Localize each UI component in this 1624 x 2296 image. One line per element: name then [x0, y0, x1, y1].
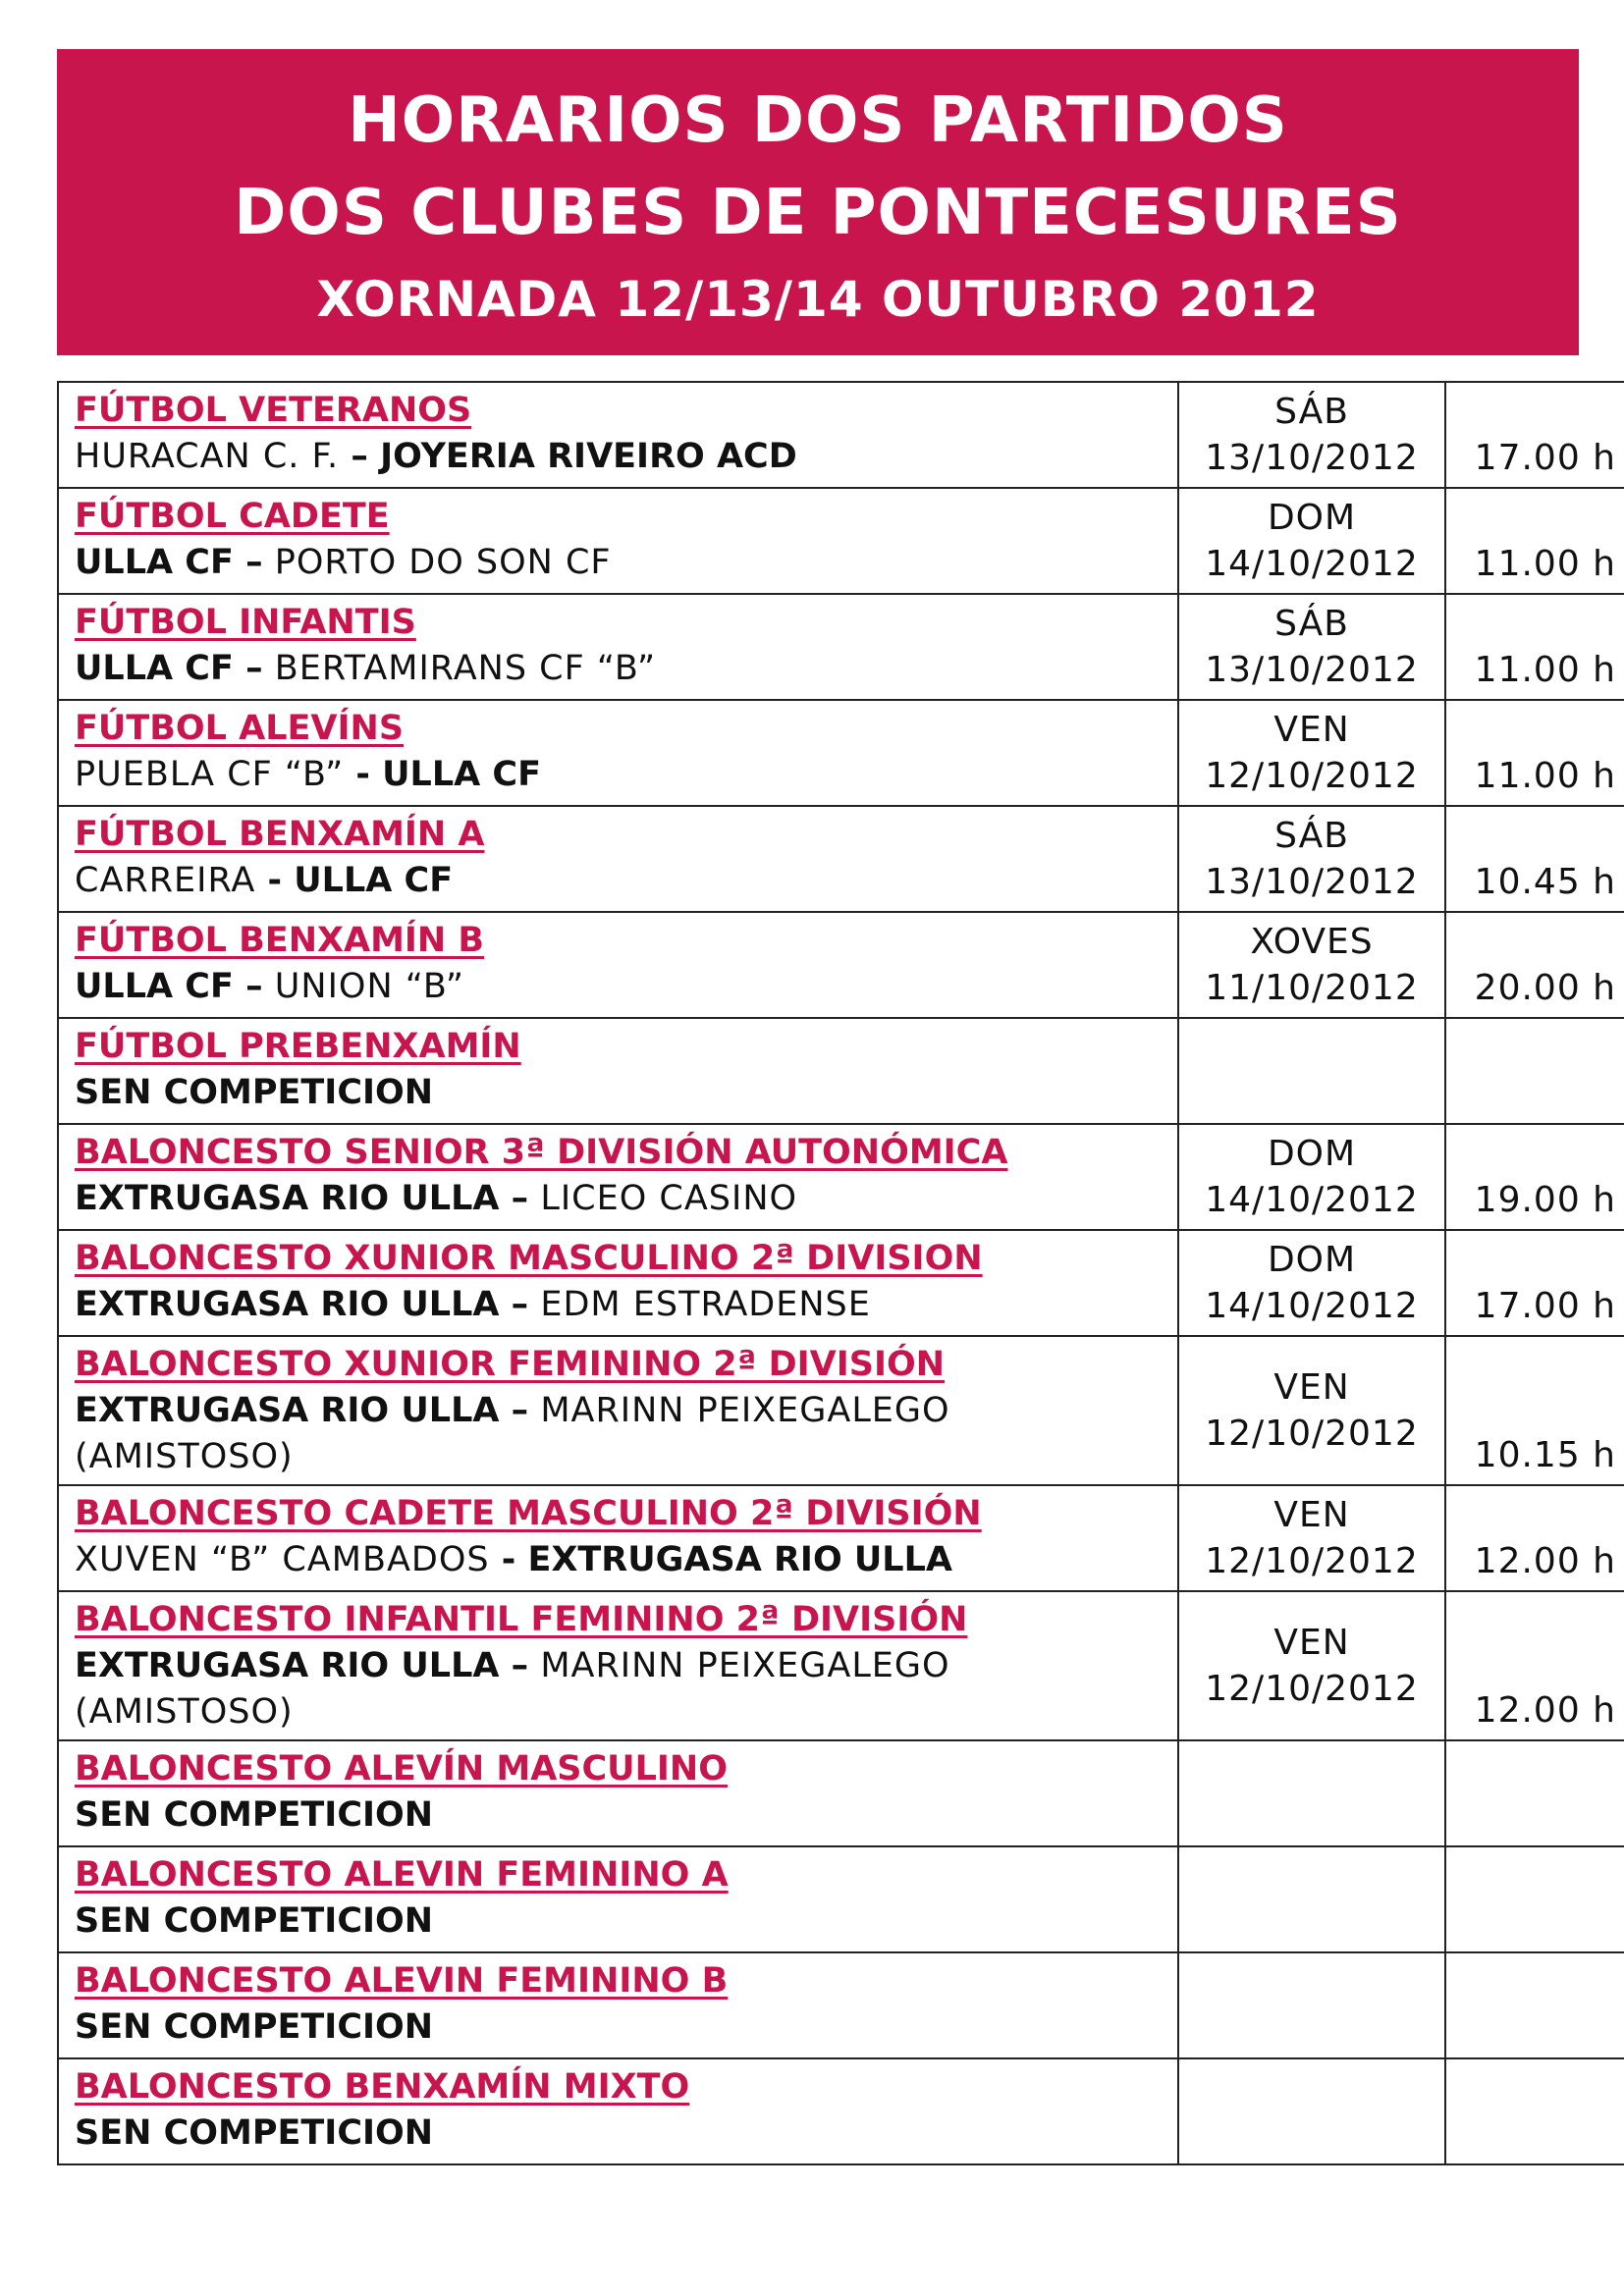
match-cell [58, 1846, 1178, 1952]
time-cell [1445, 700, 1624, 806]
match-cell [58, 1740, 1178, 1846]
teams-separator: – [233, 543, 275, 582]
date-cell [1178, 1230, 1445, 1336]
time-cell [1445, 1124, 1624, 1230]
teams-line [75, 752, 1162, 798]
match-cell [58, 1485, 1178, 1591]
match-cell [58, 1336, 1178, 1485]
match-cell [58, 1952, 1178, 2058]
teams-line [75, 1388, 1162, 1434]
match-cell [58, 700, 1178, 806]
date-cell [1178, 1018, 1445, 1124]
match-time: 12.00 h [1474, 1690, 1616, 1731]
match-date: 13/10/2012 [1205, 862, 1419, 902]
match-date: 12/10/2012 [1205, 1414, 1419, 1454]
match-date: 12/10/2012 [1205, 1541, 1419, 1581]
teams-separator: – [499, 1646, 541, 1685]
match-day: SÁB [1274, 392, 1349, 432]
category-heading: BALONCESTO BENXAMÍN MIXTO [75, 2067, 690, 2107]
table-row [58, 1018, 1624, 1124]
teams-line [75, 540, 1162, 586]
match-time: 20.00 h [1474, 968, 1616, 1008]
match-time: 10.45 h [1474, 862, 1616, 902]
team-home: SEN COMPETICION [75, 1901, 434, 1941]
table-row [58, 1124, 1624, 1230]
match-cell [58, 594, 1178, 700]
teams-line [75, 2110, 1162, 2157]
match-date: 14/10/2012 [1205, 544, 1419, 584]
table-row [58, 912, 1624, 1018]
team-home: CARREIRA [75, 861, 256, 900]
match-time: 11.00 h [1474, 756, 1616, 796]
team-home: ULLA CF [75, 649, 234, 688]
schedule-table-body [58, 382, 1624, 2164]
table-row [58, 1846, 1624, 1952]
page-subtitle: XORNADA 12/13/14 OUTUBRO 2012 [316, 271, 1320, 328]
teams-separator: – [499, 1391, 541, 1430]
team-away: EXTRUGASA RIO ULLA [527, 1540, 952, 1579]
time-cell [1445, 806, 1624, 912]
match-day: DOM [1267, 1134, 1357, 1174]
table-row [58, 1336, 1624, 1485]
category-heading: BALONCESTO XUNIOR MASCULINO 2ª DIVISION [75, 1239, 983, 1278]
match-time: 19.00 h [1474, 1180, 1616, 1220]
time-cell [1445, 382, 1624, 488]
table-row [58, 1952, 1624, 2058]
header-banner [57, 49, 1579, 355]
teams-line [75, 1537, 1162, 1583]
match-cell [58, 488, 1178, 594]
team-home: EXTRUGASA RIO ULLA [75, 1179, 500, 1218]
category-heading: FÚTBOL BENXAMÍN B [75, 921, 485, 960]
table-row [58, 1230, 1624, 1336]
team-away: EDM ESTRADENSE [540, 1285, 871, 1324]
match-note: (AMISTOSO) [75, 1692, 294, 1732]
team-home: ULLA CF [75, 967, 234, 1006]
page-title-line2: DOS CLUBES DE PONTECESURES [234, 177, 1402, 249]
match-date: 12/10/2012 [1205, 756, 1419, 796]
match-day: VEN [1273, 710, 1350, 750]
category-heading: BALONCESTO ALEVIN FEMININO A [75, 1855, 729, 1895]
teams-line [75, 964, 1162, 1010]
teams-line [75, 1176, 1162, 1222]
teams-separator: – [499, 1285, 541, 1324]
date-cell [1178, 1591, 1445, 1740]
teams-line [75, 1070, 1162, 1116]
table-row [58, 594, 1624, 700]
date-cell [1178, 806, 1445, 912]
category-heading: BALONCESTO SENIOR 3ª DIVISIÓN AUTONÓMICA [75, 1133, 1008, 1172]
match-day: XOVES [1250, 922, 1374, 962]
match-cell [58, 1124, 1178, 1230]
match-cell [58, 806, 1178, 912]
team-away: ULLA CF [382, 755, 542, 794]
match-cell [58, 1018, 1178, 1124]
date-cell [1178, 1485, 1445, 1591]
teams-separator: - [489, 1540, 528, 1579]
teams-line [75, 1792, 1162, 1839]
team-away: UNION “B” [274, 967, 465, 1006]
date-cell [1178, 1124, 1445, 1230]
team-away: LICEO CASINO [540, 1179, 798, 1218]
teams-line [75, 1282, 1162, 1328]
date-cell [1178, 1740, 1445, 1846]
match-day: VEN [1273, 1495, 1350, 1535]
table-row [58, 1591, 1624, 1740]
category-heading: FÚTBOL CADETE [75, 497, 390, 536]
date-cell [1178, 1952, 1445, 2058]
category-heading: FÚTBOL INFANTIS [75, 603, 416, 642]
teams-line [75, 1643, 1162, 1689]
match-cell [58, 1591, 1178, 1740]
team-home: SEN COMPETICION [75, 1795, 434, 1835]
page-title-line1: HORARIOS DOS PARTIDOS [348, 84, 1288, 157]
table-row [58, 488, 1624, 594]
match-time: 11.00 h [1474, 650, 1616, 690]
schedule-table [57, 381, 1624, 2165]
team-home: XUVEN “B” CAMBADOS [75, 1540, 490, 1579]
time-cell [1445, 488, 1624, 594]
match-day: VEN [1273, 1623, 1350, 1663]
teams-line [75, 858, 1162, 904]
match-date: 14/10/2012 [1205, 1286, 1419, 1326]
date-cell [1178, 594, 1445, 700]
match-time: 11.00 h [1474, 544, 1616, 584]
table-row [58, 382, 1624, 488]
team-away: JOYERIA RIVEIRO ACD [380, 437, 797, 476]
match-time: 17.00 h [1474, 1286, 1616, 1326]
match-time: 17.00 h [1474, 438, 1616, 478]
time-cell [1445, 1740, 1624, 1846]
team-home: EXTRUGASA RIO ULLA [75, 1391, 500, 1430]
team-home: SEN COMPETICION [75, 2007, 434, 2047]
team-home: PUEBLA CF “B” [75, 755, 345, 794]
time-cell [1445, 594, 1624, 700]
match-time: 10.15 h [1474, 1435, 1616, 1475]
teams-line [75, 2004, 1162, 2051]
teams-separator: - [255, 861, 295, 900]
time-cell [1445, 2058, 1624, 2164]
match-date: 13/10/2012 [1205, 438, 1419, 478]
teams-line [75, 434, 1162, 480]
match-day: DOM [1267, 1240, 1357, 1280]
date-cell [1178, 1336, 1445, 1485]
match-date: 11/10/2012 [1205, 968, 1419, 1008]
table-row [58, 1485, 1624, 1591]
team-away: MARINN PEIXEGALEGO [540, 1391, 950, 1430]
match-day: SÁB [1274, 816, 1349, 856]
category-heading: BALONCESTO INFANTIL FEMININO 2ª DIVISIÓN [75, 1600, 968, 1639]
category-heading: FÚTBOL PREBENXAMÍN [75, 1027, 521, 1066]
category-heading: BALONCESTO ALEVIN FEMININO B [75, 1961, 729, 2001]
table-row [58, 1740, 1624, 1846]
time-cell [1445, 1230, 1624, 1336]
match-cell [58, 382, 1178, 488]
time-cell [1445, 912, 1624, 1018]
date-cell [1178, 2058, 1445, 2164]
time-cell [1445, 1591, 1624, 1740]
teams-line [75, 646, 1162, 692]
date-cell [1178, 1846, 1445, 1952]
team-home: HURACAN C. F. [75, 437, 340, 476]
table-row [58, 2058, 1624, 2164]
match-day: VEN [1273, 1367, 1350, 1408]
category-heading: FÚTBOL BENXAMÍN A [75, 815, 485, 854]
match-cell [58, 1230, 1178, 1336]
category-heading: FÚTBOL VETERANOS [75, 391, 472, 430]
match-cell [58, 912, 1178, 1018]
match-note: (AMISTOSO) [75, 1437, 294, 1476]
match-day: DOM [1267, 498, 1357, 538]
table-row [58, 806, 1624, 912]
date-cell [1178, 700, 1445, 806]
date-cell [1178, 382, 1445, 488]
teams-separator: – [233, 649, 275, 688]
team-home: EXTRUGASA RIO ULLA [75, 1285, 500, 1324]
match-date: 12/10/2012 [1205, 1669, 1419, 1709]
teams-line [75, 1898, 1162, 1945]
teams-separator: – [233, 967, 275, 1006]
match-date: 14/10/2012 [1205, 1180, 1419, 1220]
team-home: SEN COMPETICION [75, 2113, 434, 2153]
match-time: 12.00 h [1474, 1541, 1616, 1581]
time-cell [1445, 1952, 1624, 2058]
date-cell [1178, 912, 1445, 1018]
category-heading: BALONCESTO ALEVÍN MASCULINO [75, 1749, 728, 1789]
team-away: ULLA CF [294, 861, 454, 900]
team-home: SEN COMPETICION [75, 1073, 434, 1112]
teams-separator: – [339, 437, 381, 476]
time-cell [1445, 1336, 1624, 1485]
time-cell [1445, 1485, 1624, 1591]
match-day: SÁB [1274, 604, 1349, 644]
time-cell [1445, 1846, 1624, 1952]
team-away: MARINN PEIXEGALEGO [540, 1646, 950, 1685]
team-away: BERTAMIRANS CF “B” [274, 649, 657, 688]
match-date: 13/10/2012 [1205, 650, 1419, 690]
date-cell [1178, 488, 1445, 594]
table-row [58, 700, 1624, 806]
team-home: ULLA CF [75, 543, 234, 582]
match-cell [58, 2058, 1178, 2164]
teams-separator: - [344, 755, 383, 794]
time-cell [1445, 1018, 1624, 1124]
team-home: EXTRUGASA RIO ULLA [75, 1646, 500, 1685]
category-heading: BALONCESTO XUNIOR FEMININO 2ª DIVISIÓN [75, 1345, 946, 1384]
category-heading: FÚTBOL ALEVÍNS [75, 709, 405, 748]
team-away: PORTO DO SON CF [274, 543, 612, 582]
teams-separator: – [499, 1179, 541, 1218]
category-heading: BALONCESTO CADETE MASCULINO 2ª DIVISIÓN [75, 1494, 982, 1533]
